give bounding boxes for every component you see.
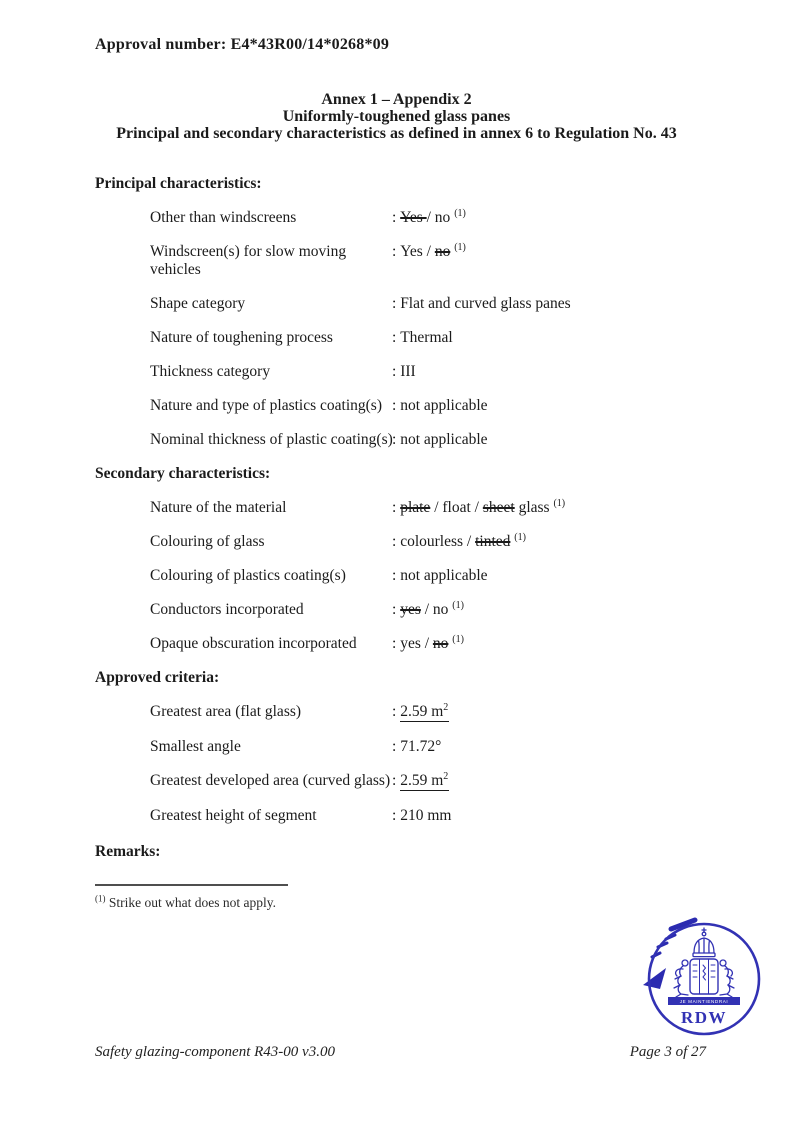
superscript: (1) bbox=[553, 497, 566, 509]
row-label: Shape category bbox=[150, 295, 246, 312]
footer-document-version: Safety glazing-component R43-00 v3.00 bbox=[95, 1044, 335, 1060]
characteristic-row bbox=[150, 397, 735, 415]
row-label: Nature of toughening process bbox=[150, 329, 333, 346]
stamp-organization: RDW bbox=[680, 1008, 728, 1027]
row-label: Other than windscreens bbox=[150, 209, 297, 226]
section-heading: Secondary characteristics: bbox=[95, 465, 271, 482]
row-value bbox=[392, 329, 735, 347]
row-colon: : bbox=[392, 209, 401, 226]
characteristic-row bbox=[150, 295, 735, 313]
row-colon: : bbox=[392, 772, 401, 789]
row-colon: : bbox=[392, 363, 401, 380]
characteristic-row bbox=[150, 772, 735, 791]
title-block bbox=[0, 91, 793, 142]
row-value bbox=[392, 533, 735, 551]
value-text: glass bbox=[514, 499, 554, 516]
row-label: Nature and type of plastics coating(s) bbox=[150, 397, 382, 414]
crown-icon bbox=[693, 928, 715, 957]
row-label: Opaque obscuration incorporated bbox=[150, 635, 357, 652]
row-value bbox=[392, 209, 735, 227]
struck-option: yes bbox=[400, 601, 421, 618]
characteristic-row bbox=[150, 499, 735, 517]
title-line-annex: Annex 1 – Appendix 2 bbox=[321, 91, 472, 108]
row-value bbox=[392, 431, 735, 449]
section-heading: Principal characteristics: bbox=[95, 175, 262, 192]
characteristic-row bbox=[150, 533, 735, 551]
pen-stroke-marks bbox=[643, 920, 695, 989]
row-value bbox=[392, 738, 735, 756]
value-text: not applicable bbox=[400, 397, 488, 414]
row-colon: : bbox=[392, 807, 401, 824]
row-value bbox=[392, 295, 735, 313]
footer-page-number: Page 3 of 27 bbox=[629, 1044, 706, 1060]
struck-option: Yes bbox=[400, 209, 427, 226]
characteristic-row bbox=[150, 243, 735, 279]
value-text: / no bbox=[420, 601, 453, 618]
superscript: (1) bbox=[514, 531, 526, 543]
approval-number-line bbox=[95, 36, 389, 54]
characteristic-row bbox=[150, 431, 735, 449]
row-colon: : bbox=[392, 295, 401, 312]
struck-option: no bbox=[434, 243, 451, 260]
row-value bbox=[392, 567, 735, 585]
footnote-text-line bbox=[95, 895, 288, 911]
characteristic-row bbox=[150, 363, 735, 381]
value-text: not applicable bbox=[400, 431, 488, 448]
row-label: Colouring of plastics coating(s) bbox=[150, 567, 346, 584]
row-colon: : bbox=[392, 738, 401, 755]
superscript: (1) bbox=[454, 207, 466, 219]
row-label: Nominal thickness of plastic coating(s) bbox=[150, 431, 393, 448]
underlined-value bbox=[400, 703, 449, 722]
row-label: Greatest area (flat glass) bbox=[150, 703, 302, 720]
row-value bbox=[392, 635, 735, 653]
characteristic-row bbox=[150, 329, 735, 347]
lion-right-icon bbox=[720, 960, 734, 997]
rdw-stamp bbox=[633, 913, 780, 1050]
stamp-motto: JE MAINTIENDRAI bbox=[679, 999, 729, 1004]
struck-option: tinted bbox=[475, 533, 511, 550]
superscript: 2 bbox=[443, 770, 449, 782]
struck-option: no bbox=[432, 635, 449, 652]
footnote-separator bbox=[95, 884, 288, 886]
value-text: colourless / bbox=[400, 533, 476, 550]
value-text: Thermal bbox=[400, 329, 453, 346]
row-colon: : bbox=[392, 601, 401, 618]
row-label: Thickness category bbox=[150, 363, 271, 380]
row-label: Nature of the material bbox=[150, 499, 287, 516]
superscript: 2 bbox=[443, 701, 449, 713]
superscript: (1) bbox=[452, 599, 464, 611]
section-heading: Approved criteria: bbox=[95, 669, 220, 686]
row-colon: : bbox=[392, 499, 401, 516]
lion-left-icon bbox=[674, 960, 688, 997]
value-text: Yes / bbox=[400, 243, 435, 260]
characteristic-row bbox=[150, 807, 735, 825]
row-colon: : bbox=[392, 533, 401, 550]
underlined-value bbox=[400, 772, 449, 791]
title-line-subject: Uniformly-toughened glass panes bbox=[282, 108, 511, 125]
row-colon: : bbox=[392, 567, 401, 584]
value-text: 71.72° bbox=[400, 738, 442, 755]
row-value bbox=[392, 807, 735, 825]
characteristic-row bbox=[150, 209, 735, 227]
row-label: Smallest angle bbox=[150, 738, 241, 755]
page-footer bbox=[95, 1044, 706, 1061]
row-value bbox=[392, 243, 735, 279]
characteristic-row bbox=[150, 567, 735, 585]
row-label: Greatest height of segment bbox=[150, 807, 317, 824]
row-value bbox=[392, 499, 735, 517]
value-text: yes / bbox=[400, 635, 433, 652]
remarks-heading: Remarks: bbox=[95, 843, 161, 860]
characteristic-row bbox=[150, 738, 735, 756]
title-line-description: Principal and secondary characteristics as defined in annex 6 to Regulation No. 43 bbox=[116, 125, 677, 142]
footnote-marker: (1) bbox=[95, 893, 106, 904]
superscript: (1) bbox=[454, 241, 466, 253]
characteristic-row bbox=[150, 635, 735, 653]
approval-number-label: Approval number: bbox=[95, 36, 227, 53]
value-text: 210 mm bbox=[400, 807, 452, 824]
row-colon: : bbox=[392, 703, 401, 720]
footnote-text: Strike out what does not apply. bbox=[108, 895, 276, 910]
row-label: Colouring of glass bbox=[150, 533, 265, 550]
struck-option: plate bbox=[400, 499, 431, 516]
characteristic-row bbox=[150, 601, 735, 619]
value-text: 2.59 m bbox=[400, 703, 444, 720]
row-colon: : bbox=[392, 397, 401, 414]
row-value bbox=[392, 397, 735, 415]
row-colon: : bbox=[392, 329, 401, 346]
value-text: III bbox=[400, 363, 416, 380]
value-text: / no bbox=[426, 209, 455, 226]
row-value bbox=[392, 363, 735, 381]
footnote bbox=[95, 884, 288, 911]
characteristics-sections bbox=[95, 175, 735, 861]
row-value bbox=[392, 772, 735, 791]
value-text: not applicable bbox=[400, 567, 488, 584]
row-colon: : bbox=[392, 243, 401, 260]
characteristic-row bbox=[150, 703, 735, 722]
shield-icon bbox=[690, 959, 718, 994]
row-value bbox=[392, 601, 735, 619]
value-text: 2.59 m bbox=[400, 772, 444, 789]
value-text: / float / bbox=[430, 499, 483, 516]
row-label: Conductors incorporated bbox=[150, 601, 304, 618]
row-label: Windscreen(s) for slow moving vehicles bbox=[150, 243, 347, 278]
struck-option: sheet bbox=[482, 499, 515, 516]
row-label: Greatest developed area (curved glass) bbox=[150, 772, 391, 789]
row-value bbox=[392, 703, 735, 722]
value-text: Flat and curved glass panes bbox=[400, 295, 571, 312]
approval-number-value: E4*43R00/14*0268*09 bbox=[230, 36, 390, 53]
row-colon: : bbox=[392, 635, 401, 652]
row-colon: : bbox=[392, 431, 401, 448]
superscript: (1) bbox=[452, 633, 464, 645]
